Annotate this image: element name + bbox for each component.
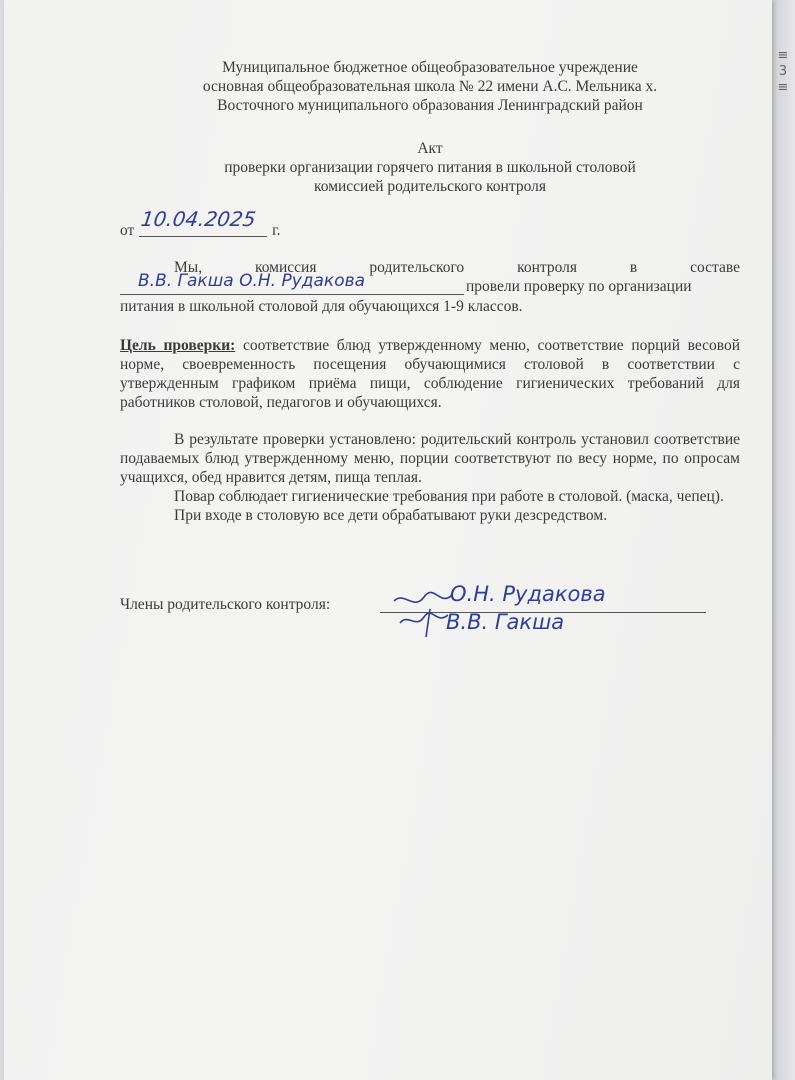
result-paragraph-3: При входе в столовую все дети обрабатывают руки дезсредством. bbox=[174, 507, 608, 524]
date-field bbox=[139, 207, 267, 237]
handwritten-names: В.В. Гакша О.Н. Рудакова bbox=[138, 271, 366, 291]
date-prefix: от bbox=[120, 222, 135, 239]
org-line-1: Муниципальное бюджетное общеобразовательное учреждение bbox=[222, 59, 638, 76]
desk-background bbox=[771, 0, 795, 1080]
goal-paragraph bbox=[120, 336, 740, 412]
document-body bbox=[120, 58, 740, 655]
date-line bbox=[120, 207, 740, 246]
commission-line-1: Мы, комиссия родительского контроля в составе bbox=[174, 259, 740, 276]
signature-scribble-icon bbox=[390, 589, 460, 639]
handwritten-member-2: В.В. Гакша bbox=[446, 610, 565, 634]
document-subtitle-1: проверки организации горячего питания в школьной столовой bbox=[224, 159, 636, 176]
results-section bbox=[120, 430, 740, 525]
document-subtitle-2: комиссией родительского контроля bbox=[314, 178, 546, 195]
org-line-3: Восточного муниципального образования Ленинградский район bbox=[217, 97, 643, 114]
result-paragraph-1: В результате проверки установлено: родительский контроль установил соответствие подаваемых блюд утвержденному меню, порции соответствуют по весу норме, по опросам учащихся, обед нравится детям, пища теплая. bbox=[120, 431, 740, 486]
goal-text: соответствие блюд утвержденному меню, соответствие порций весовой норме, своевременность посещения обучающимися столовой в соответствии с утвержденным графиком приёма пищи, соблюдение гигиенических требований для работников столовой, педагогов и обучающихся. bbox=[120, 337, 741, 411]
commission-paragraph bbox=[120, 258, 740, 316]
goal-label: Цель проверки: bbox=[120, 337, 236, 354]
commission-names-line bbox=[120, 271, 740, 297]
members-section bbox=[120, 582, 740, 655]
org-line-2: основная общеобразовательная школа № 22 имени А.С. Мельника х. bbox=[202, 78, 658, 95]
document-title: Акт bbox=[417, 140, 443, 157]
members-label: Члены родительского контроля: bbox=[120, 596, 331, 613]
document-sheet bbox=[4, 0, 772, 1080]
handwritten-date: 10.04.2025 bbox=[139, 207, 258, 231]
commission-line-3: питания в школьной столовой для обучающихся 1-9 классов. bbox=[120, 298, 523, 315]
date-suffix: г. bbox=[272, 222, 281, 239]
result-paragraph-2: Повар соблюдает гигиенические требования при работе в столовой. (маска, чепец). bbox=[174, 488, 724, 505]
handwritten-member-1: О.Н. Рудакова bbox=[450, 582, 606, 606]
edge-marks: ≡ 3 ≡ bbox=[777, 48, 789, 95]
commission-line-2: провели проверку по организации bbox=[466, 278, 692, 295]
org-header bbox=[120, 58, 740, 196]
names-field bbox=[120, 271, 464, 295]
